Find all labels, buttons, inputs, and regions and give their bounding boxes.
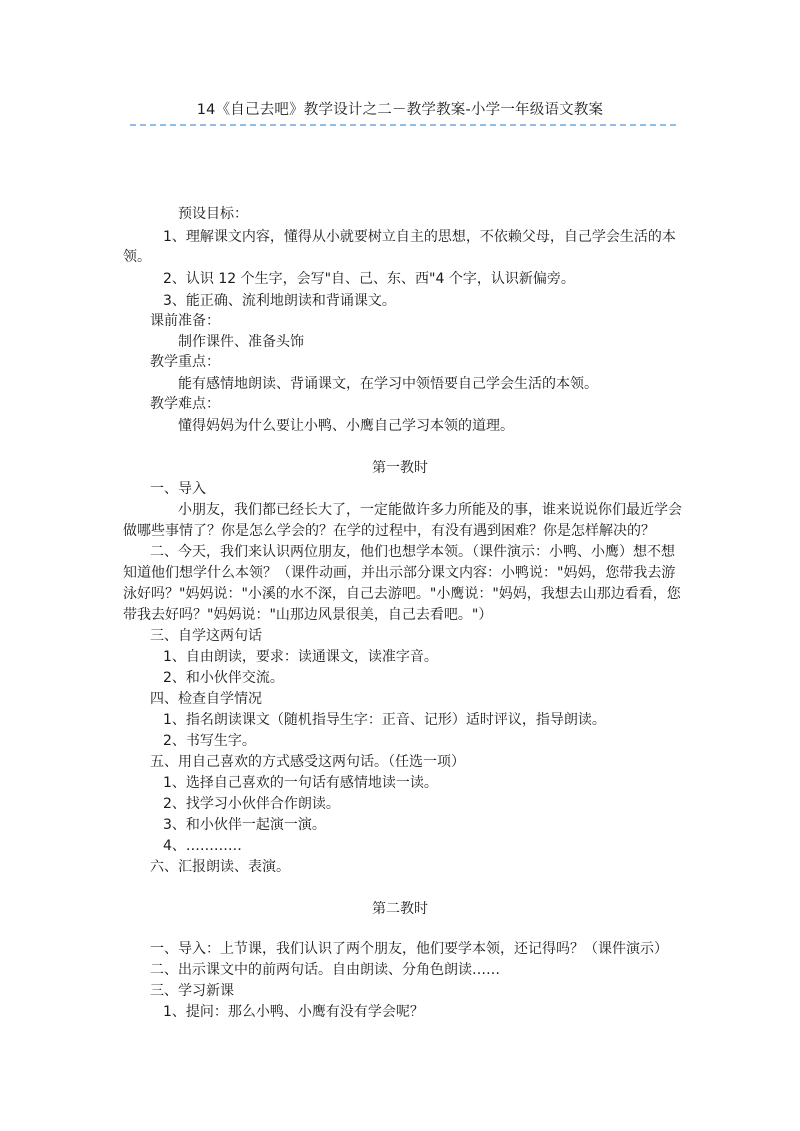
text-line: 四、检查自学情况 [150,691,262,707]
text-line: 能有感情地朗读、背诵课文，在学习中领悟要自己学会生活的本领。 [178,376,598,392]
text-line: 1、指名朗读课文（随机指导生字：正音、记形）适时评议，指导朗读。 [163,712,606,728]
text-line: 带我去好吗？"妈妈说："山那边风景很美，自己去看吧。"） [123,607,493,623]
text-line: 1、选择自己喜欢的一句话有感情地读一读。 [163,775,438,791]
section-heading: 第一教时 [372,460,428,476]
text-line: 领。 [123,249,151,265]
text-line: 2、认识 12 个生字，会写"自、己、东、西"4 个字，认识新偏旁。 [163,271,575,287]
text-line: 课前准备： [150,313,220,329]
text-line: 做哪些事情了？你是怎么学会的？在学的过程中，有没有遇到困难？你是怎样解决的？ [123,523,655,539]
document-title: 14《自己去吧》教学设计之二－教学教案-小学一年级语文教案 [196,102,604,118]
text-line: 2、和小伙伴交流。 [163,670,284,686]
text-line: 一、导入：上节课，我们认识了两个朋友，他们要学本领，还记得吗？（课件演示） [150,941,668,957]
section-heading: 第二教时 [372,901,428,917]
text-line: 3、和小伙伴一起演一演。 [163,817,326,833]
text-line: 3、能正确、流利地朗读和背诵课文。 [163,293,396,309]
text-line: 泳好吗？"妈妈说："小溪的水不深，自己去游吧。"小鹰说："妈妈，我想去山那边看看，您 [123,586,681,602]
text-line: 一、导入 [150,481,206,497]
header-divider [130,124,676,126]
text-line: 知道他们想学什么本领？（课件动画，并出示部分课文内容：小鸭说："妈妈，您带我去游 [123,565,676,581]
text-line: 教学重点： [150,354,220,370]
text-line: 制作课件、准备头饰 [178,334,304,350]
text-line: 2、找学习小伙伴合作朗读。 [163,796,340,812]
text-line: 1、理解课文内容，懂得从小就要树立自主的思想，不依赖父母，自己学会生活的本 [163,229,676,245]
text-line: 二、出示课文中的前两句话。自由朗读、分角色朗读…… [150,962,500,978]
text-line: 二、今天，我们来认识两位朋友，他们也想学本领。（课件演示：小鸭、小鹰）想不想 [150,544,675,560]
text-line: 2、书写生字。 [163,733,256,749]
text-line: 1、自由朗读，要求：读通课文，读准字音。 [163,649,438,665]
text-line: 教学难点： [150,396,220,412]
text-line: 三、自学这两句话 [150,628,262,644]
text-line: 4、………… [163,838,242,854]
text-line: 懂得妈妈为什么要让小鸭、小鹰自己学习本领的道理。 [178,418,514,434]
text-line: 六、汇报朗读、表演。 [150,859,290,875]
text-line: 三、学习新课 [150,983,234,999]
text-line: 五、用自己喜欢的方式感受这两句话。（任选一项） [150,754,465,770]
text-line: 小朋友，我们都已经长大了，一定能做许多力所能及的事，谁来说说你们最近学会 [178,502,682,518]
text-line: 预设目标： [178,206,248,222]
text-line: 1、提问：那么小鸭、小鹰有没有学会呢？ [163,1004,424,1020]
